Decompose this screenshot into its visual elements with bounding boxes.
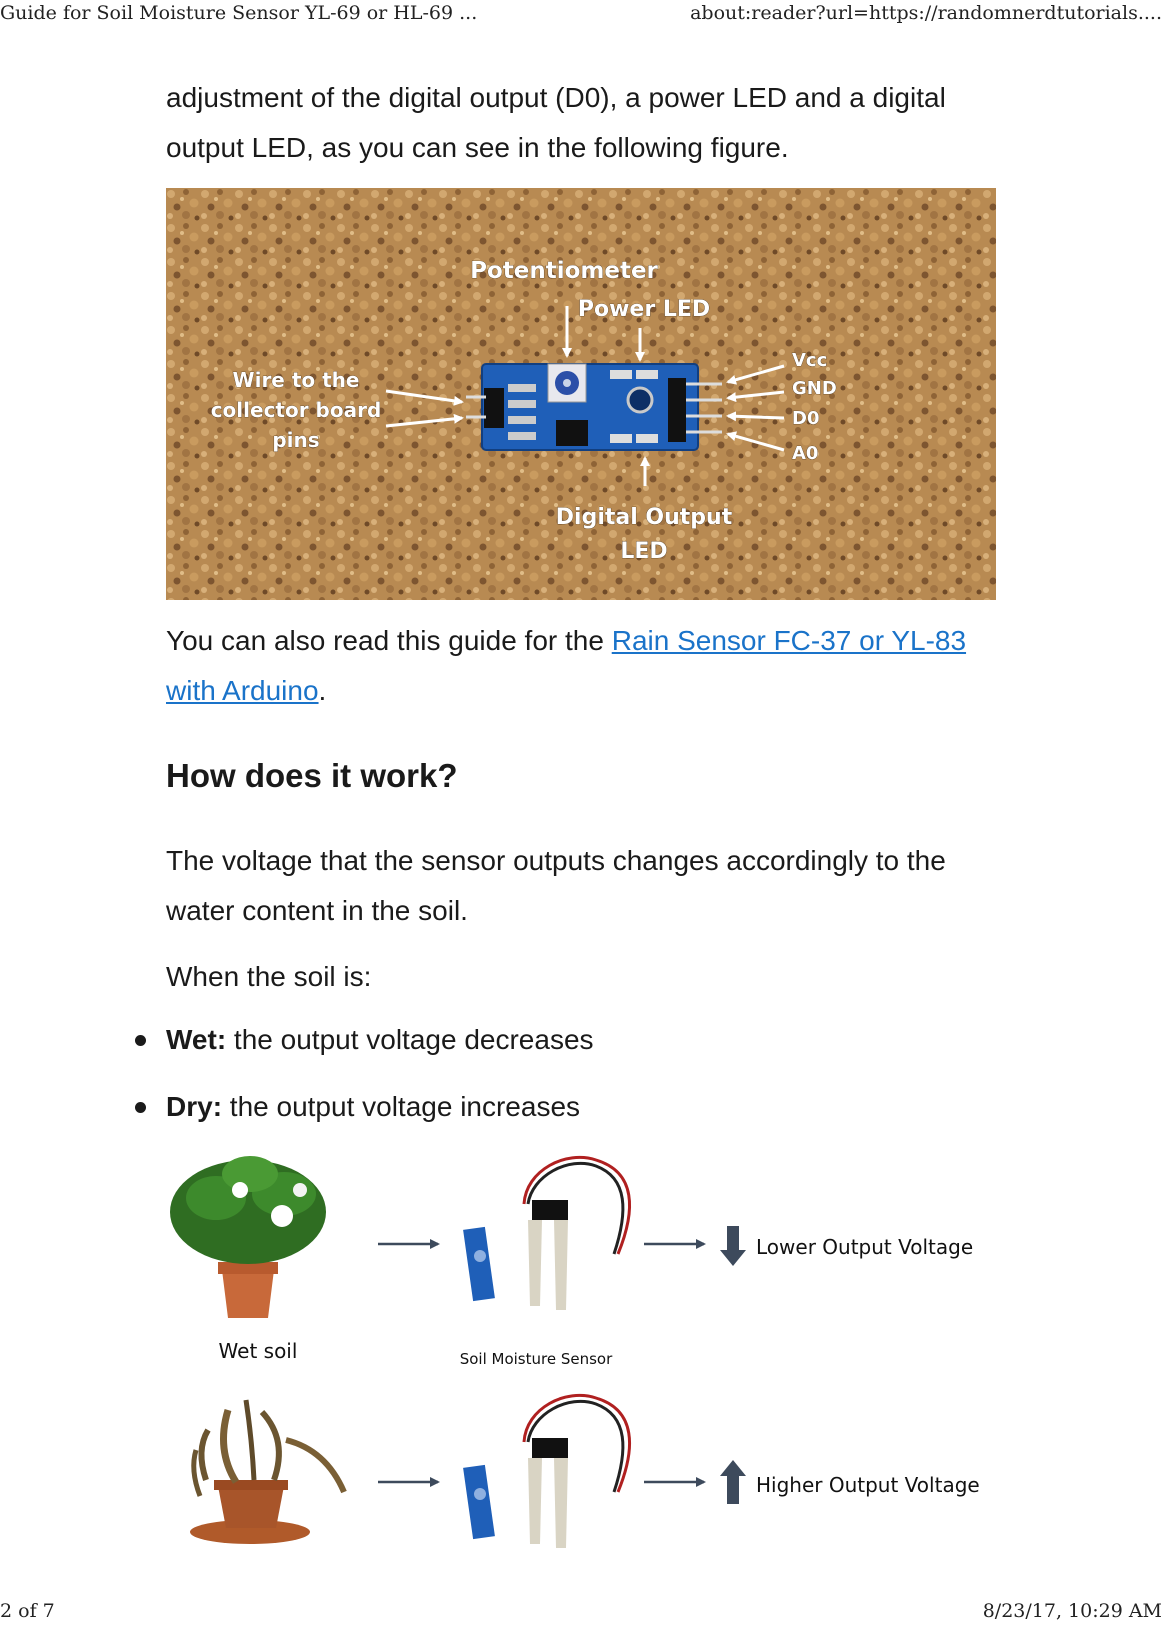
wire-label-line3: pins — [272, 428, 320, 452]
higher-voltage-label: Higher Output Voltage — [756, 1473, 980, 1497]
bullet-icon — [135, 1102, 146, 1113]
soil-voltage-figure — [166, 1150, 996, 1570]
rain-guide-paragraph — [166, 616, 1000, 716]
digital-led-label-line2: LED — [620, 539, 668, 564]
digital-led-label-line1: Digital Output — [555, 505, 733, 530]
print-header-title: Guide for Soil Moisture Sensor YL-69 or HL-69 ... — [0, 2, 478, 24]
how-it-works-paragraph: The voltage that the sensor outputs changes accordingly to the water content in the soil. — [166, 845, 946, 926]
bullet-text: the output voltage decreases — [226, 1024, 594, 1055]
d0-arrow — [728, 416, 784, 418]
wire-label-line2: collector board — [210, 398, 382, 422]
page-number: 2 of 7 — [0, 1600, 55, 1622]
a0-label: A0 — [792, 443, 819, 464]
intro-paragraph: adjustment of the digital output (D0), a power LED and a digital output LED, as you can see in the following figure. — [166, 82, 946, 163]
vcc-label: Vcc — [792, 350, 828, 371]
power-led-label: Power LED — [577, 297, 711, 322]
rain-guide-text: You can also read this guide for the — [166, 625, 612, 656]
potentiometer-label: Potentiometer — [470, 258, 658, 284]
wire-label-line1: Wire to the — [232, 368, 360, 392]
gnd-label: GND — [792, 378, 837, 399]
sensor-label: Soil Moisture Sensor — [459, 1350, 613, 1368]
print-datetime: 8/23/17, 10:29 AM — [982, 1600, 1162, 1622]
print-header — [0, 0, 1162, 28]
print-header-url: about:reader?url=https://randomnerdtutorials.... — [690, 2, 1162, 24]
when-soil-paragraph: When the soil is: — [166, 961, 372, 992]
wet-soil-label: Wet soil — [218, 1339, 298, 1363]
sensor-pcb — [466, 364, 722, 450]
section-heading: How does it work? — [166, 757, 458, 794]
rain-sensor-link[interactable]: Rain Sensor FC-37 or YL-83 with Arduino — [166, 625, 967, 706]
print-footer — [0, 1598, 1162, 1626]
sensor-module-figure — [166, 188, 996, 600]
bullet-term: Wet: — [166, 1024, 227, 1055]
bullet-term: Dry: — [166, 1091, 223, 1122]
d0-label: D0 — [792, 408, 820, 429]
bullet-icon — [135, 1035, 146, 1046]
lower-voltage-label: Lower Output Voltage — [756, 1235, 974, 1259]
rain-guide-period: . — [318, 675, 327, 706]
bullet-text: the output voltage increases — [222, 1091, 581, 1122]
